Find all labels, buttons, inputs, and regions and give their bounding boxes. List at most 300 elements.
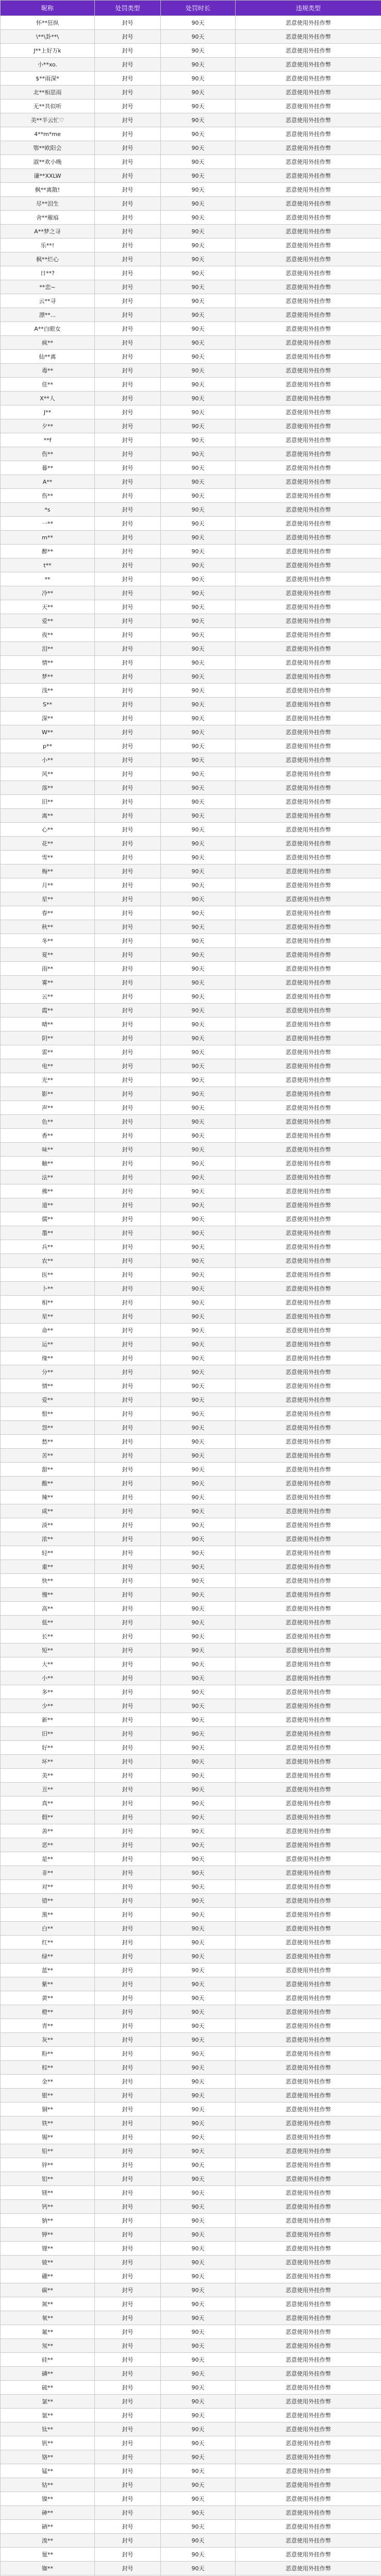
table-row (1, 1407, 381, 1421)
duration-cell: 90天 (161, 1463, 236, 1477)
violation-cell: 恶意使用外挂作弊 (236, 517, 381, 531)
table-row (1, 684, 381, 698)
nickname-cell: 恨** (1, 1407, 95, 1421)
violation-cell: 恶意使用外挂作弊 (236, 1463, 381, 1477)
table-row (1, 1546, 381, 1560)
punish-type-cell: 封号 (95, 16, 161, 30)
punish-type-cell: 封号 (95, 336, 161, 350)
duration-cell: 90天 (161, 2269, 236, 2283)
violation-cell: 恶意使用外挂作弊 (236, 211, 381, 225)
table-row (1, 141, 381, 155)
table-row (1, 572, 381, 586)
table-row (1, 1950, 381, 1963)
punish-type-cell: 封号 (95, 2409, 161, 2422)
duration-cell: 90天 (161, 1115, 236, 1129)
duration-cell: 90天 (161, 1602, 236, 1616)
table-row (1, 1031, 381, 1045)
punish-type-cell: 封号 (95, 767, 161, 781)
duration-cell: 90天 (161, 1908, 236, 1922)
nickname-cell: 蓝** (1, 1963, 95, 1977)
punish-type-cell: 封号 (95, 503, 161, 517)
table-row (1, 86, 381, 99)
nickname-cell: S** (1, 698, 95, 711)
duration-cell: 90天 (161, 2311, 236, 2325)
table-row (1, 211, 381, 225)
duration-cell: 90天 (161, 225, 236, 239)
violation-cell: 恶意使用外挂作弊 (236, 2214, 381, 2228)
violation-cell: 恶意使用外挂作弊 (236, 2534, 381, 2548)
punish-type-cell: 封号 (95, 197, 161, 211)
violation-cell: 恶意使用外挂作弊 (236, 920, 381, 934)
duration-cell: 90天 (161, 1880, 236, 1894)
table-row (1, 1741, 381, 1755)
nickname-cell: 北**相思雨 (1, 86, 95, 99)
punish-type-cell: 封号 (95, 1171, 161, 1184)
punish-type-cell: 封号 (95, 1435, 161, 1449)
nickname-cell: A** (1, 475, 95, 489)
punish-type-cell: 封号 (95, 2228, 161, 2242)
table-row (1, 586, 381, 600)
nickname-cell: 溴** (1, 2534, 95, 2548)
nickname-cell: 佛** (1, 1184, 95, 1198)
punish-type-cell: 封号 (95, 294, 161, 308)
punish-type-cell: 封号 (95, 2186, 161, 2200)
duration-cell: 90天 (161, 2464, 236, 2478)
punish-type-cell: 封号 (95, 141, 161, 155)
duration-cell: 90天 (161, 1254, 236, 1268)
table-row (1, 878, 381, 892)
violation-cell: 恶意使用外挂作弊 (236, 1810, 381, 1824)
table-row (1, 2019, 381, 2033)
nickname-cell: 冷** (1, 586, 95, 600)
violation-cell: 恶意使用外挂作弊 (236, 2492, 381, 2506)
table-row (1, 823, 381, 837)
punish-type-cell: 封号 (95, 1894, 161, 1908)
table-row (1, 837, 381, 851)
violation-cell: 恶意使用外挂作弊 (236, 698, 381, 711)
table-row (1, 1616, 381, 1630)
punish-type-cell: 封号 (95, 1184, 161, 1198)
nickname-cell: 小**xo. (1, 58, 95, 72)
violation-cell: 恶意使用外挂作弊 (236, 280, 381, 294)
punish-type-cell: 封号 (95, 280, 161, 294)
table-row (1, 545, 381, 558)
nickname-cell: 月** (1, 878, 95, 892)
nickname-cell: 氧** (1, 2311, 95, 2325)
table-row (1, 2353, 381, 2367)
duration-cell: 90天 (161, 280, 236, 294)
violation-cell: 恶意使用外挂作弊 (236, 447, 381, 461)
nickname-cell: 青** (1, 2019, 95, 2033)
table-row (1, 2562, 381, 2575)
duration-cell: 90天 (161, 1449, 236, 1463)
duration-cell: 90天 (161, 1337, 236, 1351)
violation-cell: 恶意使用外挂作弊 (236, 642, 381, 656)
duration-cell: 90天 (161, 962, 236, 976)
table-row (1, 1198, 381, 1212)
nickname-cell: 小** (1, 753, 95, 767)
nickname-cell: 硼** (1, 2269, 95, 2283)
violation-cell: 恶意使用外挂作弊 (236, 586, 381, 600)
duration-cell: 90天 (161, 1004, 236, 1018)
nickname-cell: 低** (1, 1616, 95, 1630)
nickname-cell: 春** (1, 906, 95, 920)
violation-cell: 恶意使用外挂作弊 (236, 2562, 381, 2575)
duration-cell: 90天 (161, 1101, 236, 1115)
violation-cell: 恶意使用外挂作弊 (236, 1643, 381, 1657)
punish-type-cell: 封号 (95, 2506, 161, 2520)
punish-type-cell: 封号 (95, 99, 161, 113)
nickname-cell: 儒** (1, 1212, 95, 1226)
violation-cell: 恶意使用外挂作弊 (236, 2172, 381, 2186)
table-row (1, 1755, 381, 1769)
table-row (1, 2492, 381, 2506)
violation-cell: 恶意使用外挂作弊 (236, 1671, 381, 1685)
punish-type-cell: 封号 (95, 1574, 161, 1588)
nickname-cell: 雨** (1, 962, 95, 976)
punish-type-cell: 封号 (95, 30, 161, 44)
violation-cell: 恶意使用外挂作弊 (236, 878, 381, 892)
violation-cell: 恶意使用外挂作弊 (236, 1616, 381, 1630)
duration-cell: 90天 (161, 1797, 236, 1810)
duration-cell: 90天 (161, 628, 236, 642)
punish-type-cell: 封号 (95, 823, 161, 837)
violation-cell: 恶意使用外挂作弊 (236, 1477, 381, 1490)
table-row (1, 1713, 381, 1727)
nickname-cell: 硒** (1, 2520, 95, 2534)
table-row (1, 739, 381, 753)
nickname-cell: 醉** (1, 545, 95, 558)
duration-cell: 90天 (161, 2256, 236, 2269)
punish-type-cell: 封号 (95, 2422, 161, 2436)
table-row (1, 962, 381, 976)
duration-cell: 90天 (161, 336, 236, 350)
nickname-cell: 情** (1, 1379, 95, 1393)
table-row (1, 1157, 381, 1171)
punish-type-cell: 封号 (95, 1991, 161, 2005)
nickname-cell: 苦** (1, 1449, 95, 1463)
violation-cell: 恶意使用外挂作弊 (236, 169, 381, 183)
nickname-cell: 暮** (1, 461, 95, 475)
violation-cell: 恶意使用外挂作弊 (236, 670, 381, 684)
table-row (1, 990, 381, 1004)
table-row (1, 600, 381, 614)
nickname-cell: 多** (1, 1685, 95, 1699)
duration-cell: 90天 (161, 1685, 236, 1699)
punish-type-cell: 封号 (95, 2353, 161, 2367)
violation-cell: 恶意使用外挂作弊 (236, 239, 381, 252)
table-row (1, 1296, 381, 1310)
punish-type-cell: 封号 (95, 2367, 161, 2381)
violation-cell: 恶意使用外挂作弊 (236, 1991, 381, 2005)
nickname-cell: 紫** (1, 1977, 95, 1991)
punish-type-cell: 封号 (95, 419, 161, 433)
violation-cell: 恶意使用外挂作弊 (236, 1588, 381, 1602)
violation-cell: 恶意使用外挂作弊 (236, 1171, 381, 1184)
table-row (1, 2047, 381, 2061)
violation-cell: 恶意使用外挂作弊 (236, 725, 381, 739)
duration-cell: 90天 (161, 1963, 236, 1977)
nickname-cell: 氟** (1, 2325, 95, 2339)
nickname-cell: X**人 (1, 392, 95, 405)
duration-cell: 90天 (161, 837, 236, 851)
punish-type-cell: 封号 (95, 878, 161, 892)
violation-cell: 恶意使用外挂作弊 (236, 1727, 381, 1741)
violation-cell: 恶意使用外挂作弊 (236, 1296, 381, 1310)
table-row (1, 1073, 381, 1087)
violation-cell: 恶意使用外挂作弊 (236, 1254, 381, 1268)
nickname-cell: 雪** (1, 851, 95, 865)
nickname-cell: 佳** (1, 378, 95, 392)
duration-cell: 90天 (161, 781, 236, 795)
violation-cell: 恶意使用外挂作弊 (236, 2395, 381, 2409)
violation-cell: 恶意使用外挂作弊 (236, 2116, 381, 2130)
violation-cell: 恶意使用外挂作弊 (236, 252, 381, 266)
violation-cell: 恶意使用外挂作弊 (236, 2367, 381, 2381)
duration-cell: 90天 (161, 1477, 236, 1490)
table-row (1, 1532, 381, 1546)
duration-cell: 90天 (161, 948, 236, 962)
nickname-cell: 淑**欢小晚 (1, 155, 95, 169)
nickname-cell: 辣** (1, 1490, 95, 1504)
table-row (1, 1671, 381, 1685)
violation-cell: 恶意使用外挂作弊 (236, 2256, 381, 2269)
punish-type-cell: 封号 (95, 1797, 161, 1810)
violation-cell: 恶意使用外挂作弊 (236, 795, 381, 809)
violation-cell: 恶意使用外挂作弊 (236, 1059, 381, 1073)
nickname-cell: 雾** (1, 976, 95, 990)
table-row (1, 1657, 381, 1671)
table-row (1, 1783, 381, 1797)
duration-cell: 90天 (161, 1838, 236, 1852)
violation-cell: 恶意使用外挂作弊 (236, 865, 381, 878)
punish-type-cell: 封号 (95, 1129, 161, 1143)
nickname-cell: 错** (1, 1894, 95, 1908)
punish-type-cell: 封号 (95, 990, 161, 1004)
duration-cell: 90天 (161, 113, 236, 127)
violation-cell: 恶意使用外挂作弊 (236, 892, 381, 906)
nickname-cell: 冬** (1, 934, 95, 948)
nickname-cell: 浅** (1, 684, 95, 698)
duration-cell: 90天 (161, 378, 236, 392)
duration-cell: 90天 (161, 753, 236, 767)
nickname-cell: 心** (1, 823, 95, 837)
table-row (1, 1129, 381, 1143)
nickname-cell: 锡** (1, 2130, 95, 2144)
violation-cell: 恶意使用外挂作弊 (236, 1351, 381, 1365)
duration-cell: 90天 (161, 572, 236, 586)
table-row (1, 795, 381, 809)
table-row (1, 2367, 381, 2381)
violation-cell: 恶意使用外挂作弊 (236, 2450, 381, 2464)
punish-type-cell: 封号 (95, 2116, 161, 2130)
violation-cell: 恶意使用外挂作弊 (236, 155, 381, 169)
punish-type-cell: 封号 (95, 1254, 161, 1268)
header-duration: 处罚时长 (161, 1, 236, 16)
duration-cell: 90天 (161, 322, 236, 336)
duration-cell: 90天 (161, 1643, 236, 1657)
violation-cell: 恶意使用外挂作弊 (236, 1797, 381, 1810)
duration-cell: 90天 (161, 1157, 236, 1171)
violation-cell: 恶意使用外挂作弊 (236, 1031, 381, 1045)
violation-cell: 恶意使用外挂作弊 (236, 2478, 381, 2492)
duration-cell: 90天 (161, 1198, 236, 1212)
punish-type-cell: 封号 (95, 266, 161, 280)
violation-cell: 恶意使用外挂作弊 (236, 1073, 381, 1087)
nickname-cell: 恶** (1, 1838, 95, 1852)
violation-cell: 恶意使用外挂作弊 (236, 113, 381, 127)
violation-cell: 恶意使用外挂作弊 (236, 2047, 381, 2061)
violation-cell: 恶意使用外挂作弊 (236, 2353, 381, 2367)
table-row (1, 127, 381, 141)
violation-cell: 恶意使用外挂作弊 (236, 2130, 381, 2144)
duration-cell: 90天 (161, 1630, 236, 1643)
punish-type-cell: 封号 (95, 1115, 161, 1129)
duration-cell: 90天 (161, 823, 236, 837)
punish-type-cell: 封号 (95, 1866, 161, 1880)
punish-type-cell: 封号 (95, 934, 161, 948)
duration-cell: 90天 (161, 1129, 236, 1143)
nickname-cell: 硫** (1, 2381, 95, 2395)
violation-cell: 恶意使用外挂作弊 (236, 851, 381, 865)
table-row (1, 336, 381, 350)
table-row (1, 475, 381, 489)
nickname-cell: 分** (1, 1365, 95, 1379)
violation-cell: 恶意使用外挂作弊 (236, 1490, 381, 1504)
nickname-cell: 4**m*me (1, 127, 95, 141)
punish-type-cell: 封号 (95, 2061, 161, 2075)
duration-cell: 90天 (161, 44, 236, 58)
nickname-cell: 爱** (1, 1393, 95, 1407)
violation-cell: 恶意使用外挂作弊 (236, 1184, 381, 1198)
nickname-cell: 枫**烂心 (1, 252, 95, 266)
duration-cell: 90天 (161, 1810, 236, 1824)
punish-type-cell: 封号 (95, 461, 161, 475)
violation-cell: 恶意使用外挂作弊 (236, 2339, 381, 2353)
table-row (1, 99, 381, 113)
table-row (1, 2214, 381, 2228)
nickname-cell: 坏** (1, 1755, 95, 1769)
violation-cell: 恶意使用外挂作弊 (236, 2464, 381, 2478)
nickname-cell: 夜** (1, 628, 95, 642)
violation-cell: 恶意使用外挂作弊 (236, 809, 381, 823)
nickname-cell: 铁** (1, 2116, 95, 2130)
table-row (1, 2228, 381, 2242)
nickname-cell: \**\卦**\ (1, 30, 95, 44)
table-row (1, 1018, 381, 1031)
punish-type-cell: 封号 (95, 1226, 161, 1240)
table-row (1, 378, 381, 392)
table-row (1, 2339, 381, 2353)
table-row (1, 155, 381, 169)
nickname-cell: 磷** (1, 2367, 95, 2381)
duration-cell: 90天 (161, 1950, 236, 1963)
table-row (1, 72, 381, 86)
nickname-cell: 日**? (1, 266, 95, 280)
punish-type-cell: 封号 (95, 1560, 161, 1574)
punish-type-cell: 封号 (95, 781, 161, 795)
punish-type-cell: 封号 (95, 239, 161, 252)
nickname-cell: 好** (1, 1741, 95, 1755)
nickname-cell: 对** (1, 1880, 95, 1894)
punish-type-cell: 封号 (95, 753, 161, 767)
duration-cell: 90天 (161, 2422, 236, 2436)
nickname-cell: 氯** (1, 2395, 95, 2409)
table-row (1, 1727, 381, 1741)
duration-cell: 90天 (161, 656, 236, 670)
header-row (1, 1, 381, 16)
punish-type-cell: 封号 (95, 976, 161, 990)
violation-cell: 恶意使用外挂作弊 (236, 558, 381, 572)
duration-cell: 90天 (161, 851, 236, 865)
violation-cell: 恶意使用外挂作弊 (236, 837, 381, 851)
violation-cell: 恶意使用外挂作弊 (236, 1518, 381, 1532)
duration-cell: 90天 (161, 1657, 236, 1671)
duration-cell: 90天 (161, 1936, 236, 1950)
violation-cell: 恶意使用外挂作弊 (236, 2506, 381, 2520)
violation-cell: 恶意使用外挂作弊 (236, 58, 381, 72)
punish-type-cell: 封号 (95, 1699, 161, 1713)
table-row (1, 531, 381, 545)
punish-type-cell: 封号 (95, 1407, 161, 1421)
duration-cell: 90天 (161, 30, 236, 44)
table-row (1, 1004, 381, 1018)
nickname-cell: 非** (1, 1866, 95, 1880)
violation-cell: 恶意使用外挂作弊 (236, 44, 381, 58)
duration-cell: 90天 (161, 1546, 236, 1560)
violation-cell: 恶意使用外挂作弊 (236, 197, 381, 211)
table-row (1, 948, 381, 962)
duration-cell: 90天 (161, 294, 236, 308)
punish-type-cell: 封号 (95, 1616, 161, 1630)
table-row (1, 1769, 381, 1783)
table-row (1, 767, 381, 781)
violation-cell: 恶意使用外挂作弊 (236, 475, 381, 489)
nickname-cell: 缘** (1, 1351, 95, 1365)
violation-cell: 恶意使用外挂作弊 (236, 1894, 381, 1908)
table-row (1, 1963, 381, 1977)
duration-cell: 90天 (161, 58, 236, 72)
table-row (1, 1922, 381, 1936)
table-row (1, 1602, 381, 1616)
punish-type-cell: 封号 (95, 614, 161, 628)
violation-cell: 恶意使用外挂作弊 (236, 1755, 381, 1769)
nickname-cell: 少** (1, 1699, 95, 1713)
violation-cell: 恶意使用外挂作弊 (236, 1379, 381, 1393)
nickname-cell: J** (1, 405, 95, 419)
duration-cell: 90天 (161, 1212, 236, 1226)
violation-cell: 恶意使用外挂作弊 (236, 656, 381, 670)
punish-type-cell: 封号 (95, 698, 161, 711)
table-row (1, 698, 381, 711)
punish-type-cell: 封号 (95, 2381, 161, 2395)
nickname-cell: 灰** (1, 2033, 95, 2047)
violation-cell: 恶意使用外挂作弊 (236, 1324, 381, 1337)
duration-cell: 90天 (161, 405, 236, 419)
duration-cell: 90天 (161, 169, 236, 183)
table-row (1, 1477, 381, 1490)
violation-cell: 恶意使用外挂作弊 (236, 990, 381, 1004)
violation-cell: 恶意使用外挂作弊 (236, 628, 381, 642)
punish-type-cell: 封号 (95, 2256, 161, 2269)
nickname-cell: 铷** (1, 2562, 95, 2575)
table-row (1, 1866, 381, 1880)
table-row (1, 1560, 381, 1574)
nickname-cell: 秋** (1, 920, 95, 934)
duration-cell: 90天 (161, 1741, 236, 1755)
duration-cell: 90天 (161, 1574, 236, 1588)
punish-type-cell: 封号 (95, 1031, 161, 1045)
